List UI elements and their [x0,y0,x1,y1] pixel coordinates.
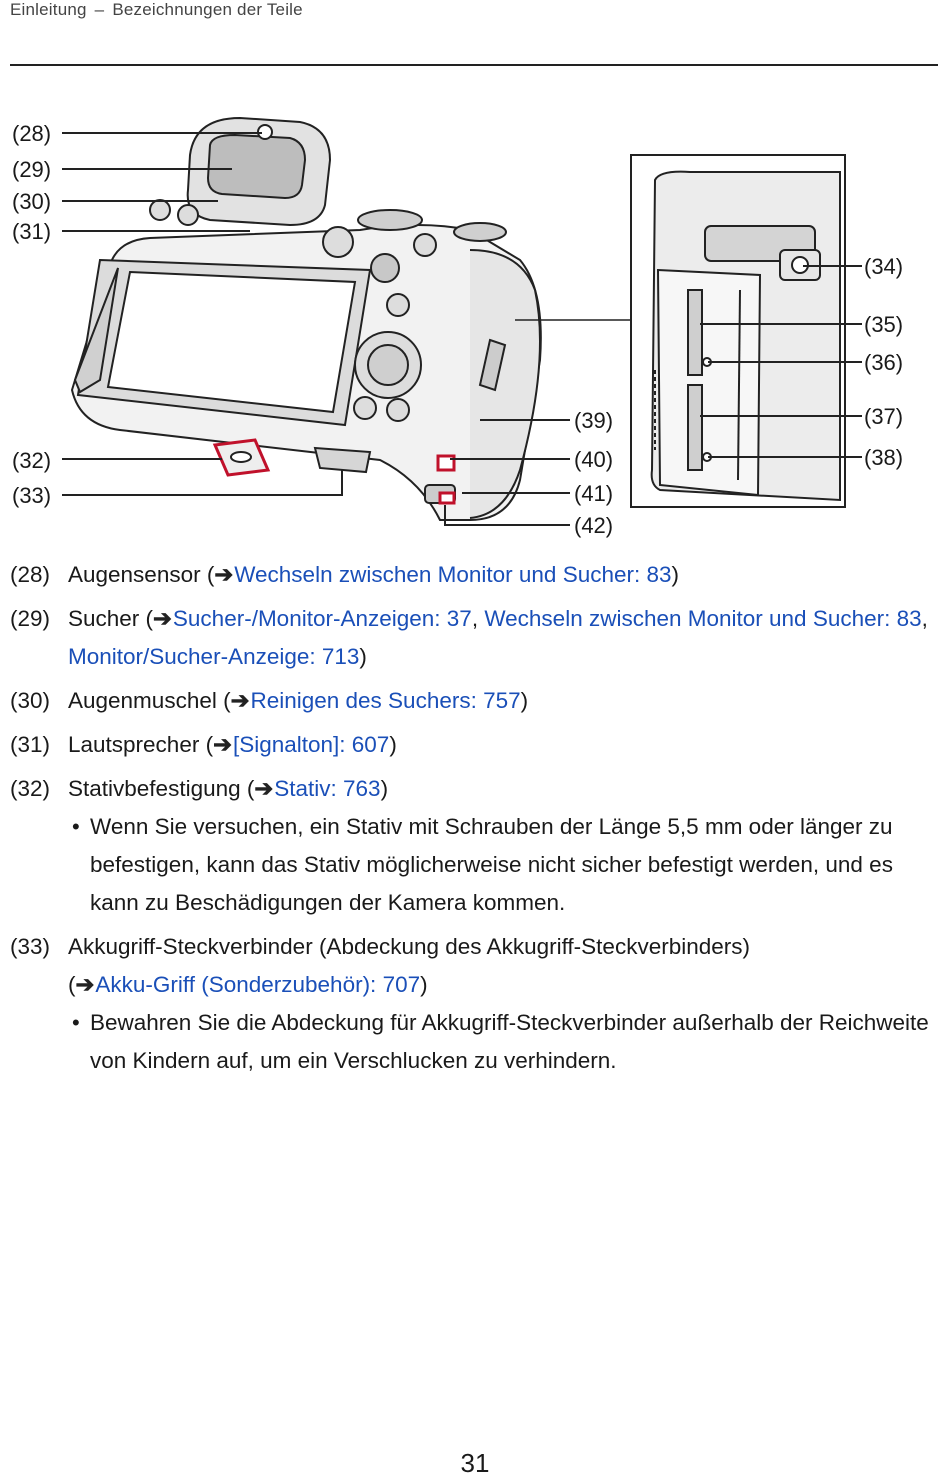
callout-42: (42) [574,513,614,538]
bullet-note: • Bewahren Sie die Abdeckung für Akkugriff-Steckverbinder außerhalb der Reichweite von Kindern auf, um ein Verschlucken zu verhindern. [68,1004,940,1080]
list-item [10,928,940,1080]
item-number: (33) [10,934,51,959]
separator: , [471,606,485,631]
item-label: Akkugriff-Steckverbinder (Abdeckung des Akkugriff-Steckverbinders) [68,934,750,959]
item-label: Stativbefestigung ( [68,776,255,801]
callout-32: (32) [12,448,52,473]
page-number: 31 [460,1448,490,1478]
callout-41: (41) [574,481,614,506]
callout-30: (30) [12,189,52,214]
callout-36: (36) [864,350,904,375]
item-number: (28) [10,562,51,587]
item-label: Lautsprecher ( [68,732,214,757]
paren-open: ( [68,972,76,997]
callout-38: (38) [864,445,904,470]
item-number: (29) [10,606,51,631]
breadcrumb-separator: – [94,0,105,19]
list-item [10,726,940,764]
callout-29: (29) [12,157,52,182]
item-label: Sucher ( [68,606,154,631]
list-item [10,682,940,720]
paren-close: ) [380,776,389,801]
camera-rear-figure [0,100,950,540]
list-item [10,600,940,676]
link-akku-griff[interactable]: Akku-Griff (Sonderzubehör): 707 [95,972,421,997]
callout-34: (34) [864,254,904,279]
callout-33: (33) [12,483,52,508]
link-stativ[interactable]: Stativ: 763 [274,776,381,801]
callout-35: (35) [864,312,904,337]
paren-close: ) [389,732,397,757]
item-label: Augenmuschel ( [68,688,231,713]
arrow-right-icon: ➔ [75,972,95,997]
card-slot-inset [631,155,845,507]
link-wechseln-monitor-sucher[interactable]: Wechseln zwischen Monitor und Sucher: 83 [484,606,922,631]
link-sucher-monitor-anzeigen[interactable]: Sucher-/Monitor-Anzeigen: 37 [172,606,472,631]
paren-close: ) [420,972,428,997]
item-label: Augensensor ( [68,562,215,587]
paren-close: ) [520,688,529,713]
callout-31: (31) [12,219,52,244]
callout-39: (39) [574,408,614,433]
paren-close: ) [359,644,367,669]
breadcrumb-section[interactable]: Einleitung [10,0,87,19]
camera-illustration [0,100,950,540]
item-number: (30) [10,688,51,713]
link-reinigen-suchers[interactable]: Reinigen des Suchers: 757 [250,688,521,713]
paren-close: ) [671,562,680,587]
arrow-right-icon: ➔ [214,562,234,587]
bullet-note: • Wenn Sie versuchen, ein Stativ mit Schrauben der Länge 5,5 mm oder länger zu befestigen, kann das Stativ möglicherweise nicht sicher befestigt werden, und es kann zu Beschädigungen der Kamera kommen. [68,808,940,922]
header-rule [10,64,938,66]
link-wechseln-monitor-sucher[interactable]: Wechseln zwischen Monitor und Sucher: 83 [234,562,672,587]
arrow-right-icon: ➔ [213,732,232,757]
item-number: (32) [10,776,51,801]
arrow-right-icon: ➔ [153,606,172,631]
link-monitor-sucher-anzeige[interactable]: Monitor/Sucher-Anzeige: 713 [68,644,360,669]
arrow-right-icon: ➔ [254,776,274,801]
breadcrumb-subsection[interactable]: Bezeichnungen der Teile [112,0,303,19]
list-item [10,770,940,922]
list-item [10,556,940,594]
separator: , [921,606,928,631]
callout-40: (40) [574,447,614,472]
link-signalton[interactable]: [Signalton]: 607 [232,732,390,757]
breadcrumb [10,0,303,20]
arrow-right-icon: ➔ [230,688,250,713]
callout-37: (37) [864,404,904,429]
callout-28: (28) [12,121,52,146]
parts-list [10,556,940,1086]
item-number: (31) [10,732,51,757]
